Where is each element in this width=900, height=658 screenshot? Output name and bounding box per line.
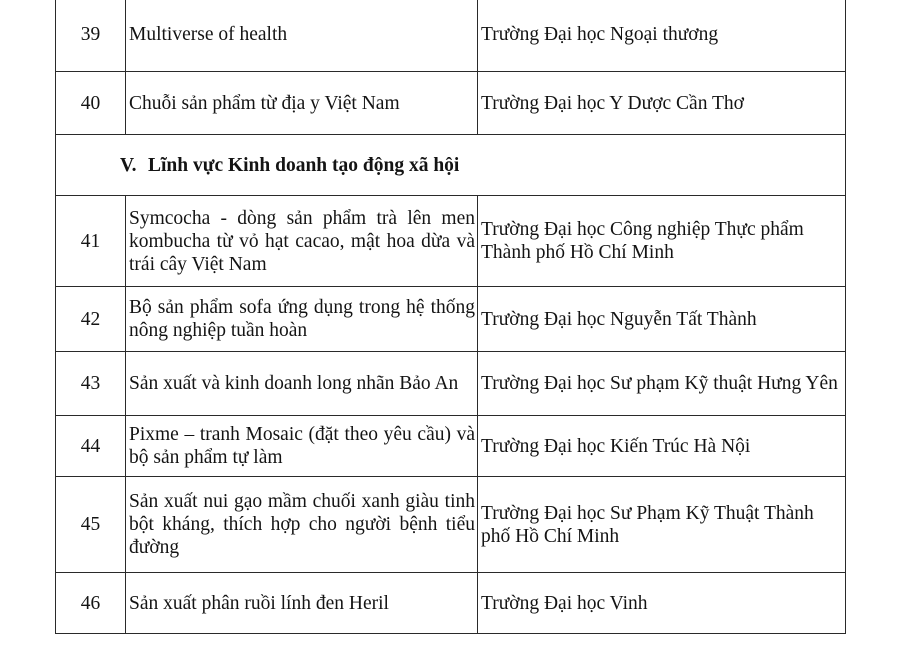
project-name: Pixme – tranh Mosaic (đặt theo yêu cầu) và bộ sản phẩm tự làm [126,416,478,477]
table-row [56,477,846,573]
table-row [56,72,846,135]
university-name: Trường Đại học Vinh [478,573,846,634]
row-number: 41 [56,196,126,287]
row-number: 40 [56,72,126,135]
table-row [56,287,846,352]
section-row [56,135,846,196]
project-name: Symcocha - dòng sản phẩm trà lên men kombucha từ vỏ hạt cacao, mật hoa dừa và trái cây Việt Nam [126,196,478,287]
row-number: 39 [56,0,126,72]
university-name: Trường Đại học Ngoại thương [478,0,846,72]
university-name: Trường Đại học Sư phạm Kỹ thuật Hưng Yên [478,352,846,416]
project-name: Sản xuất phân ruồi lính đen Heril [126,573,478,634]
project-name: Chuỗi sản phẩm từ địa y Việt Nam [126,72,478,135]
row-number: 44 [56,416,126,477]
row-number: 45 [56,477,126,573]
table-row [56,196,846,287]
university-name: Trường Đại học Sư Phạm Kỹ Thuật Thành phố Hồ Chí Minh [478,477,846,573]
project-name: Sản xuất nui gạo mầm chuối xanh giàu tinh bột kháng, thích hợp cho người bệnh tiểu đường [126,477,478,573]
project-table [55,0,846,634]
row-number: 46 [56,573,126,634]
university-name: Trường Đại học Nguyễn Tất Thành [478,287,846,352]
table-row [56,573,846,634]
table-row [56,0,846,72]
university-name: Trường Đại học Công nghiệp Thực phẩm Thành phố Hồ Chí Minh [478,196,846,287]
project-name: Sản xuất và kinh doanh long nhãn Bảo An [126,352,478,416]
university-name: Trường Đại học Y Dược Cần Thơ [478,72,846,135]
table-row [56,416,846,477]
section-heading [56,135,846,196]
project-name: Multiverse of health [126,0,478,72]
project-name: Bộ sản phẩm sofa ứng dụng trong hệ thống nông nghiệp tuần hoàn [126,287,478,352]
row-number: 42 [56,287,126,352]
row-number: 43 [56,352,126,416]
section-number: V. [120,154,137,176]
section-title: Lĩnh vực Kinh doanh tạo động xã hội [148,154,460,176]
table-row [56,352,846,416]
university-name: Trường Đại học Kiến Trúc Hà Nội [478,416,846,477]
